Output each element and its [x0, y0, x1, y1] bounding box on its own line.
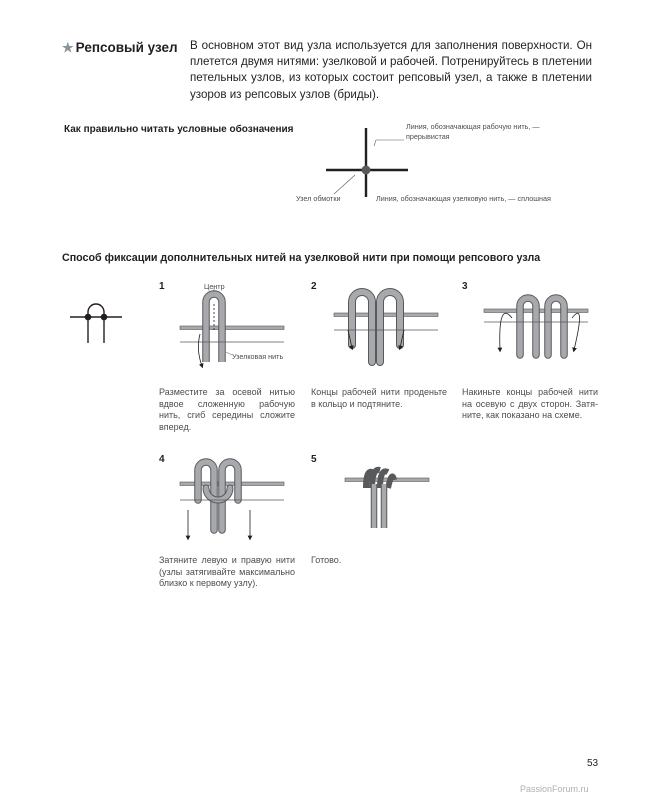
star-icon: ★ — [62, 40, 74, 55]
page-number: 53 — [587, 758, 599, 769]
step-4-caption: Затяните левую и правую нити (узлы затягивайте максимально близко к первому узлу). — [159, 555, 295, 589]
step-number-3: 3 — [462, 281, 468, 292]
step-1-caption: Разместите за осевой нитью вдвое сложенную рабочую нить, сгиб середины сложите вперед. — [159, 387, 295, 432]
figure-title: Способ фиксации дополнительных нитей на узелковой нити при помощи репсового узла — [62, 252, 541, 264]
section-title-text: Репсовый узел — [75, 40, 178, 55]
step-2-caption: Концы рабочей нити проденьте в кольцо и подтяните. — [311, 387, 447, 409]
step-number-1: 1 — [159, 281, 165, 292]
step-number-5: 5 — [311, 454, 317, 465]
watermark: PassionForum.ru — [520, 784, 589, 794]
section-title — [62, 40, 178, 56]
intro-paragraph: В основном этот вид узла используется для заполнения поверхности. Он плетется двумя нитями: узелковой и рабочей. Потренируйтесь в плетении петельных узлов, из которых состоит репсовый узел, а также в плетении узоров из репсовых узлов (бриды). — [190, 39, 592, 101]
legend-label-working: Линия, обозначающая рабочую нить, — прерывистая — [406, 122, 540, 141]
step-3-caption: Накиньте концы рабочей нити на осевую с двух сторон. Затяните, как показано на схеме. — [462, 387, 598, 421]
legend-heading: Как правильно читать условные обозначения — [64, 124, 294, 135]
legend-label-knot-line: Линия, обозначающая узелковую нить, — сплошная — [376, 194, 551, 203]
label-knot-thread: Узелковая нить — [232, 352, 284, 361]
step-5-caption: Готово. — [311, 555, 342, 565]
step-number-2: 2 — [311, 281, 317, 292]
label-center: Центр — [204, 282, 225, 291]
legend-label-wrap: Узел обмотки — [296, 194, 341, 203]
step-number-4: 4 — [159, 454, 165, 465]
